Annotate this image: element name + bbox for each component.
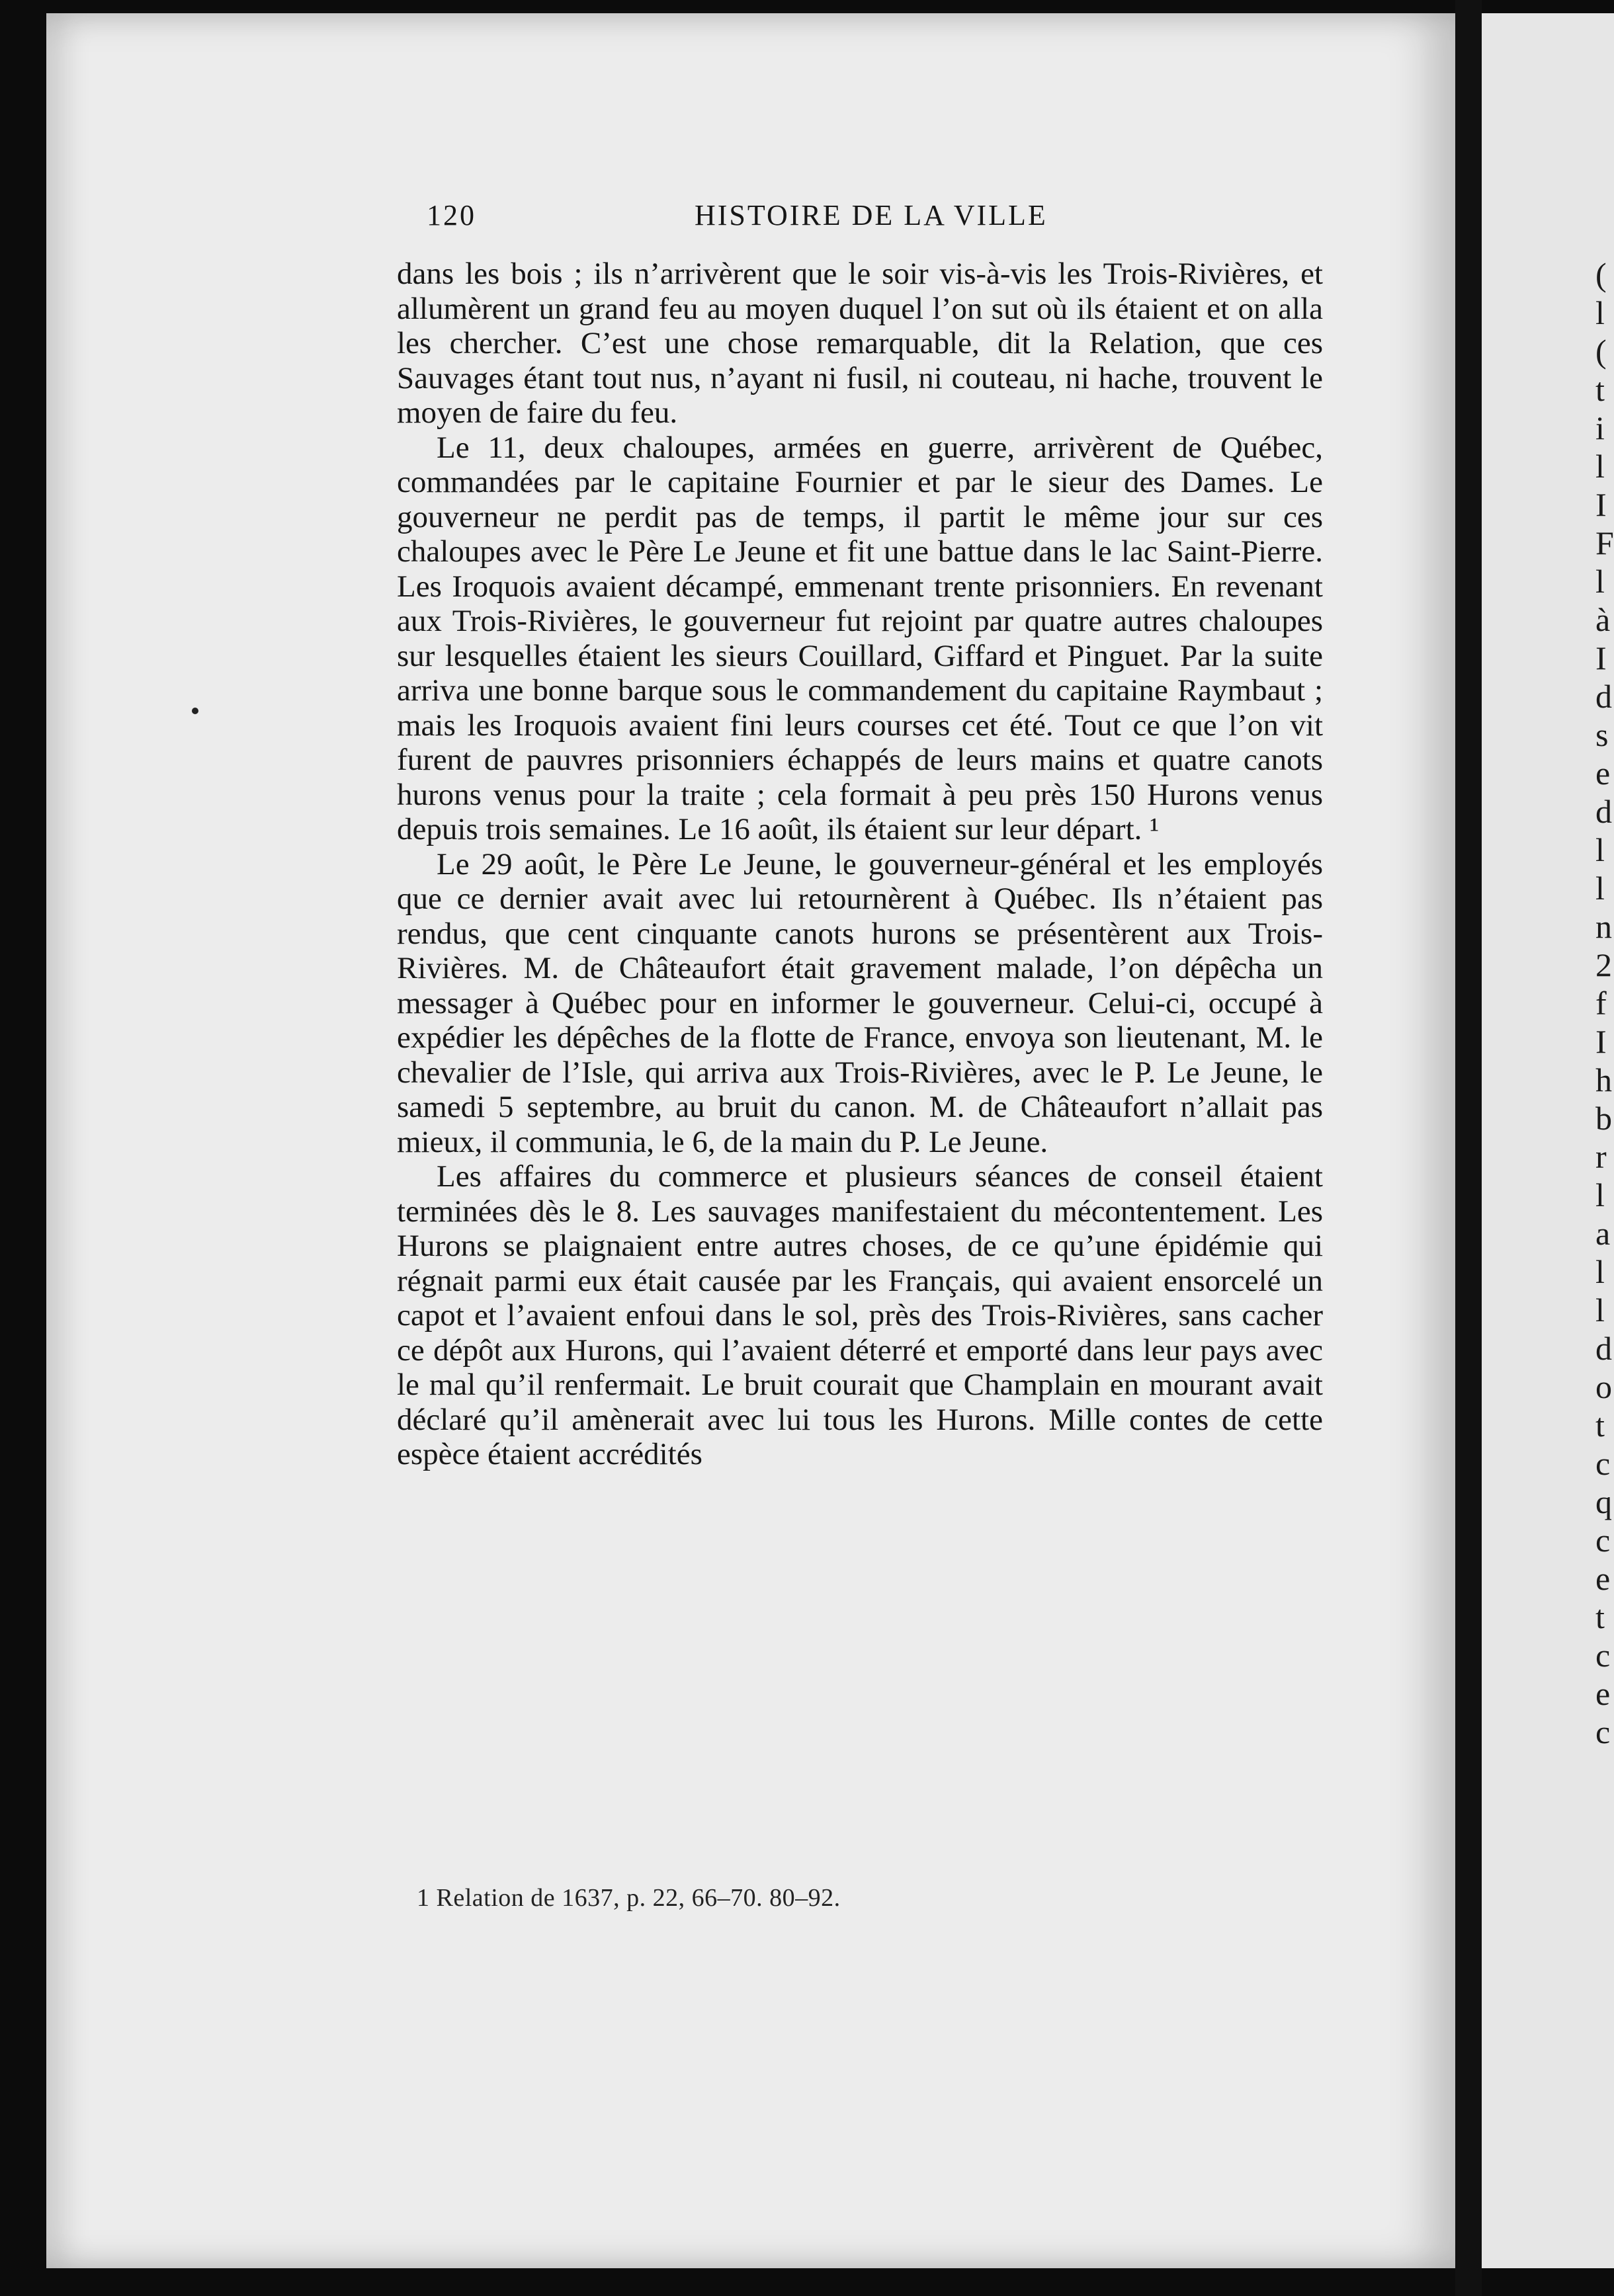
facing-page-fragment: 2 [1595, 946, 1612, 983]
facing-page-fragment: l [1595, 831, 1605, 868]
facing-page-fragment: t [1595, 1598, 1605, 1635]
facing-page-fragment: l [1595, 448, 1605, 485]
facing-page-fragment: F [1595, 524, 1614, 561]
paragraph-2: Le 11, deux chaloupes, armées en guerre, arrivèrent de Québec, commandées par le capitaine Fournier et par le sieur des Dames. Le gouverneur ne perdit pas de temps, il partit le même jour sur ces chaloupes avec le Père Le Jeune et fit une battue dans le lac Saint-Pierre. Les Iroquois avaient décampé, emmenant trente prisonniers. En revenant aux Trois-Rivières, le gouverneur fut rejoint par quatre autres chaloupes sur lesquelles étaient les sieurs Couillard, Giffard et Pinguet. Par la suite arriva une bonne barque sous le commandement du capitaine Raymbaut ; mais les Iroquois avaient fini leurs courses cet été. Tout ce que l’on vit furent de pauvres prisonniers échappés de leurs mains et quatre canots hurons venus pour la traite ; cela formait à peu près 150 Hurons venus depuis trois semaines. Le 16 août, ils étaient sur leur départ. ¹ [397, 430, 1323, 846]
facing-page-fragment: h [1595, 1061, 1612, 1098]
facing-page-fragment: r [1595, 1138, 1607, 1175]
facing-page-fragment: l [1595, 1176, 1605, 1213]
facing-page-fragment: à [1595, 601, 1611, 638]
facing-page-edge [1482, 13, 1614, 2268]
facing-page-fragment: e [1595, 1560, 1611, 1597]
facing-page-fragment: l [1595, 1292, 1605, 1329]
facing-page-fragment: ( [1595, 256, 1607, 293]
facing-page-fragment: t [1595, 1407, 1605, 1444]
facing-page-fragment: I [1595, 486, 1607, 523]
facing-page-fragment: d [1595, 793, 1612, 830]
facing-page-fragment: o [1595, 1368, 1612, 1405]
facing-page-fragment: d [1595, 1330, 1612, 1367]
book-gutter [1455, 0, 1482, 2296]
page-number: 120 [427, 199, 476, 231]
facing-page-fragment: e [1595, 755, 1611, 792]
facing-page-fragment: d [1595, 678, 1612, 715]
facing-page-fragment: s [1595, 716, 1609, 753]
paragraph-1: dans les bois ; ils n’arrivèrent que le soir vis-à-vis les Trois-Rivières, et allumèrent un grand feu au moyen duquel l’on sut où ils étaient et on alla les chercher. C’est une chose remarquable, dit la Relation, que ces Sauvages étant tout nus, n’ayant ni fusil, ni couteau, ni hache, trouvent le moyen de faire du feu. [397, 257, 1323, 430]
running-head-title: HISTOIRE DE LA VILLE [695, 199, 1048, 231]
facing-page-fragment: n [1595, 908, 1612, 945]
facing-page-fragment: ( [1595, 333, 1607, 370]
facing-page-fragment: c [1595, 1637, 1611, 1674]
facing-page-fragment: c [1595, 1713, 1611, 1750]
facing-page-fragment: I [1595, 639, 1607, 676]
facing-page-fragment: q [1595, 1483, 1612, 1520]
facing-page-fragment: c [1595, 1522, 1611, 1559]
facing-page-fragment: l [1595, 1253, 1605, 1290]
facing-page-fragment: e [1595, 1675, 1611, 1712]
paragraph-4: Les affaires du commerce et plusieurs séances de conseil étaient terminées dès le 8. Les sauvages manifestaient du mécontentement. Les Hurons se plaignaient entre autres choses, de ce qu’une épidémie qui régnait parmi eux était causée par les Français, qui avaient ensorcelé un capot et l’avaient enfoui dans le sol, près des Trois-Rivières, sans cacher ce dépôt aux Hurons, qui l’avaient déterré et emporté dans leur pays avec le mal qu’il renfermait. Le bruit courait que Champlain en mourant avait déclaré qu’il amènerait avec lui tous les Hurons. Mille contes de cette espèce étaient accrédités [397, 1159, 1323, 1471]
paragraph-3: Le 29 août, le Père Le Jeune, le gouverneur-général et les employés que ce dernier avait avec lui retournèrent à Québec. Ils n’étaient pas rendus, que cent cinquante canots hurons se présentèrent aux Trois-Rivières. M. de Châteaufort était gravement malade, l’on dépêcha un messager à Québec pour en informer le gouverneur. Celui-ci, occupé à expédier les dépêches de la flotte de France, envoya son lieutenant, M. le chevalier de l’Isle, qui arriva aux Trois-Rivières, avec le P. Le Jeune, le samedi 5 septembre, au bruit du canon. M. de Châteaufort n’allait pas mieux, il communia, le 6, de la main du P. Le Jeune. [397, 846, 1323, 1159]
margin-mark [192, 708, 198, 714]
facing-page-fragment: l [1595, 870, 1605, 907]
facing-page-fragment: f [1595, 985, 1607, 1022]
facing-page-fragment: a [1595, 1215, 1611, 1252]
facing-page-fragment: i [1595, 409, 1605, 446]
facing-page-fragment: b [1595, 1100, 1612, 1137]
facing-page-fragment: l [1595, 294, 1605, 331]
facing-page-fragment: t [1595, 371, 1605, 408]
running-head [397, 198, 1323, 238]
page-text-block [397, 198, 1323, 1472]
facing-page-fragment: I [1595, 1023, 1607, 1060]
footnote: 1 Relation de 1637, p. 22, 66–70. 80–92. [417, 1884, 841, 1912]
facing-page-fragment: c [1595, 1445, 1611, 1482]
facing-page-fragment: l [1595, 563, 1605, 600]
